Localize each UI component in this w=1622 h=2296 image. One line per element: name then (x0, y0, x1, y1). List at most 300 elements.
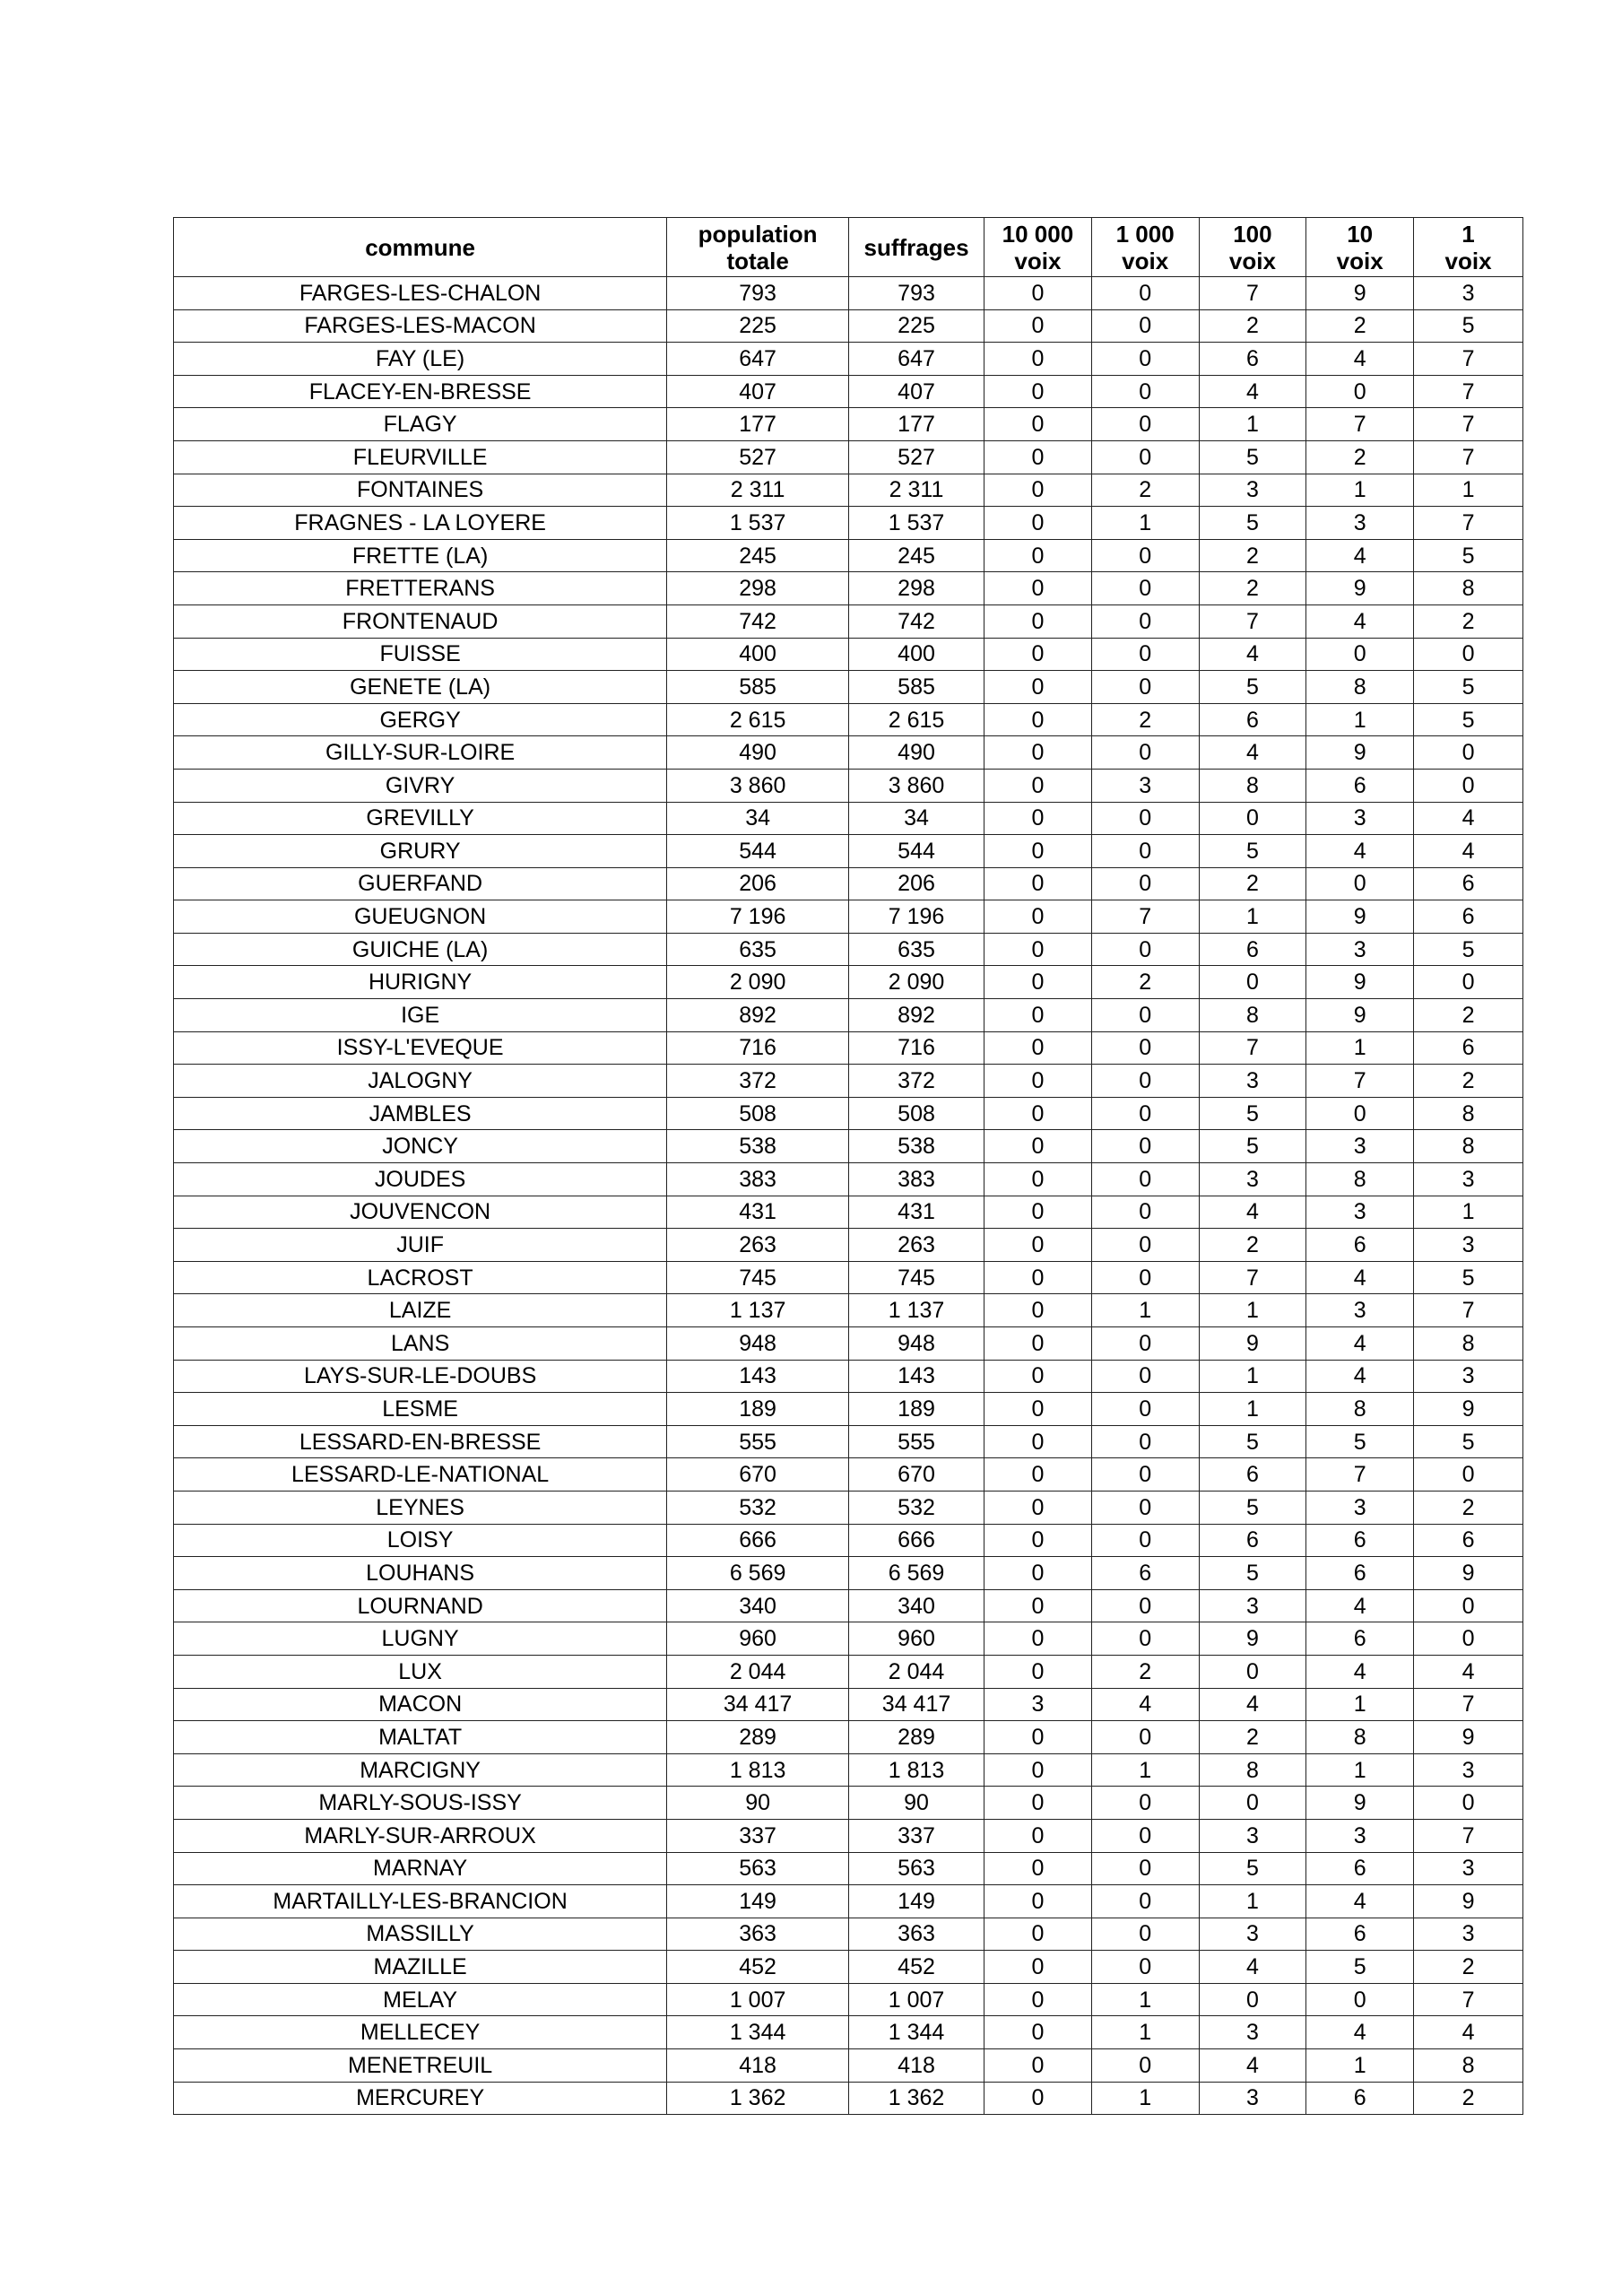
table-row (174, 736, 1523, 770)
voix-10-cell: 2 (1306, 440, 1414, 474)
voix-1000-cell: 0 (1091, 1360, 1199, 1393)
voix-10-cell: 6 (1306, 2082, 1414, 2115)
suffrages-cell: 585 (849, 671, 984, 704)
voix-1000-cell: 0 (1091, 1097, 1199, 1130)
voix-10000-cell: 0 (984, 1294, 1092, 1327)
voix-1-cell: 6 (1414, 1524, 1523, 1557)
population-cell: 225 (667, 309, 849, 343)
suffrages-cell: 400 (849, 638, 984, 671)
voix-10-cell: 9 (1306, 966, 1414, 999)
table-row (174, 671, 1523, 704)
commune-cell: JAMBLES (174, 1097, 667, 1130)
voix-1000-cell: 0 (1091, 835, 1199, 868)
voix-100-cell: 0 (1199, 1787, 1306, 1820)
voix-1000-cell: 0 (1091, 539, 1199, 572)
voix-1-cell: 7 (1414, 1688, 1523, 1721)
voix-10-cell: 4 (1306, 539, 1414, 572)
population-cell: 1 813 (667, 1753, 849, 1787)
voix-100-cell: 9 (1199, 1327, 1306, 1361)
header-commune (174, 218, 667, 277)
voix-1-cell: 3 (1414, 1918, 1523, 1951)
commune-cell: LAYS-SUR-LE-DOUBS (174, 1360, 667, 1393)
suffrages-cell: 892 (849, 999, 984, 1032)
commune-cell: MASSILLY (174, 1918, 667, 1951)
population-cell: 34 417 (667, 1688, 849, 1721)
voix-10-cell: 8 (1306, 1163, 1414, 1196)
table-row (174, 572, 1523, 605)
suffrages-cell: 431 (849, 1196, 984, 1229)
population-cell: 948 (667, 1327, 849, 1361)
commune-cell: MERCUREY (174, 2082, 667, 2115)
population-cell: 7 196 (667, 900, 849, 934)
voix-1-cell: 5 (1414, 703, 1523, 736)
voix-10-cell: 4 (1306, 604, 1414, 638)
voix-100-cell: 5 (1199, 835, 1306, 868)
voix-10-cell: 2 (1306, 309, 1414, 343)
header-1-line1: 1 (1462, 220, 1475, 248)
voix-1-cell: 3 (1414, 1753, 1523, 1787)
population-cell: 555 (667, 1425, 849, 1458)
suffrages-cell: 418 (849, 2049, 984, 2083)
commune-cell: LESSARD-EN-BRESSE (174, 1425, 667, 1458)
voix-100-cell: 8 (1199, 1753, 1306, 1787)
voix-1-cell: 0 (1414, 1589, 1523, 1622)
commune-cell: JOUVENCON (174, 1196, 667, 1229)
commune-cell: LANS (174, 1327, 667, 1361)
voix-1000-cell: 0 (1091, 1425, 1199, 1458)
table-row (174, 474, 1523, 507)
voix-100-cell: 9 (1199, 1622, 1306, 1656)
voix-100-cell: 8 (1199, 769, 1306, 802)
population-cell: 666 (667, 1524, 849, 1557)
header-1000-voix (1091, 218, 1199, 277)
voix-1000-cell: 0 (1091, 736, 1199, 770)
population-cell: 490 (667, 736, 849, 770)
suffrages-cell: 407 (849, 375, 984, 408)
voix-100-cell: 4 (1199, 375, 1306, 408)
voix-1000-cell: 0 (1091, 1327, 1199, 1361)
commune-cell: MARCIGNY (174, 1753, 667, 1787)
table-row (174, 1852, 1523, 1885)
voix-10000-cell: 0 (984, 1951, 1092, 1984)
suffrages-cell: 2 044 (849, 1655, 984, 1688)
voix-1000-cell: 0 (1091, 343, 1199, 376)
voix-10-cell: 4 (1306, 1885, 1414, 1918)
voix-10000-cell: 0 (984, 539, 1092, 572)
commune-cell: JONCY (174, 1130, 667, 1163)
voix-10000-cell: 0 (984, 1589, 1092, 1622)
voix-100-cell: 4 (1199, 2049, 1306, 2083)
population-cell: 670 (667, 1458, 849, 1492)
voix-100-cell: 3 (1199, 1918, 1306, 1951)
voix-10000-cell: 0 (984, 1130, 1092, 1163)
voix-10-cell: 1 (1306, 1753, 1414, 1787)
population-cell: 34 (667, 802, 849, 835)
commune-cell: MARNAY (174, 1852, 667, 1885)
table-row (174, 1163, 1523, 1196)
voix-10000-cell: 0 (984, 343, 1092, 376)
voix-10000-cell: 0 (984, 2016, 1092, 2049)
table-row (174, 933, 1523, 966)
suffrages-cell: 289 (849, 1721, 984, 1754)
voix-1-cell: 1 (1414, 474, 1523, 507)
voix-100-cell: 2 (1199, 1721, 1306, 1754)
suffrages-cell: 263 (849, 1229, 984, 1262)
suffrages-cell: 1 813 (849, 1753, 984, 1787)
commune-cell: JOUDES (174, 1163, 667, 1196)
voix-1-cell: 5 (1414, 539, 1523, 572)
table-row (174, 604, 1523, 638)
suffrages-cell: 742 (849, 604, 984, 638)
voix-100-cell: 4 (1199, 1951, 1306, 1984)
header-10000-line2: voix (1014, 247, 1062, 274)
voix-1000-cell: 0 (1091, 277, 1199, 310)
voix-10000-cell: 3 (984, 1688, 1092, 1721)
voix-1000-cell: 0 (1091, 1491, 1199, 1524)
voix-100-cell: 0 (1199, 1655, 1306, 1688)
voix-1-cell: 2 (1414, 1951, 1523, 1984)
population-cell: 372 (667, 1065, 849, 1098)
voix-100-cell: 5 (1199, 440, 1306, 474)
voix-10-cell: 1 (1306, 703, 1414, 736)
commune-cell: GRURY (174, 835, 667, 868)
table-row (174, 1557, 1523, 1590)
table-row (174, 1425, 1523, 1458)
suffrages-cell: 245 (849, 539, 984, 572)
voix-10000-cell: 0 (984, 999, 1092, 1032)
voix-1-cell: 4 (1414, 1655, 1523, 1688)
voix-10000-cell: 0 (984, 1721, 1092, 1754)
population-cell: 960 (667, 1622, 849, 1656)
voix-10-cell: 7 (1306, 1065, 1414, 1098)
voix-1000-cell: 0 (1091, 1393, 1199, 1426)
voix-100-cell: 1 (1199, 900, 1306, 934)
population-cell: 431 (667, 1196, 849, 1229)
table-row (174, 638, 1523, 671)
commune-cell: GENETE (LA) (174, 671, 667, 704)
voix-10-cell: 4 (1306, 835, 1414, 868)
voix-1-cell: 9 (1414, 1721, 1523, 1754)
voix-10-cell: 4 (1306, 2016, 1414, 2049)
table-row (174, 1918, 1523, 1951)
voix-1000-cell: 0 (1091, 867, 1199, 900)
voix-10000-cell: 0 (984, 933, 1092, 966)
voix-10-cell: 3 (1306, 1491, 1414, 1524)
voix-10000-cell: 0 (984, 309, 1092, 343)
population-cell: 793 (667, 277, 849, 310)
population-cell: 3 860 (667, 769, 849, 802)
voix-1000-cell: 1 (1091, 1294, 1199, 1327)
voix-10-cell: 4 (1306, 1589, 1414, 1622)
suffrages-cell: 149 (849, 1885, 984, 1918)
suffrages-cell: 452 (849, 1951, 984, 1984)
voix-10000-cell: 0 (984, 1622, 1092, 1656)
table-row (174, 999, 1523, 1032)
voix-10-cell: 9 (1306, 1787, 1414, 1820)
header-population-line2: totale (726, 247, 789, 274)
voix-10-cell: 9 (1306, 572, 1414, 605)
suffrages-cell: 1 362 (849, 2082, 984, 2115)
suffrages-cell: 7 196 (849, 900, 984, 934)
commune-cell: LOURNAND (174, 1589, 667, 1622)
table-row (174, 1524, 1523, 1557)
population-cell: 245 (667, 539, 849, 572)
voix-100-cell: 3 (1199, 474, 1306, 507)
voix-100-cell: 5 (1199, 507, 1306, 540)
voix-1-cell: 2 (1414, 1491, 1523, 1524)
voix-1000-cell: 0 (1091, 1261, 1199, 1294)
suffrages-cell: 647 (849, 343, 984, 376)
table-row (174, 539, 1523, 572)
voix-100-cell: 5 (1199, 1097, 1306, 1130)
table-body (174, 277, 1523, 2115)
suffrages-cell: 298 (849, 572, 984, 605)
population-cell: 337 (667, 1819, 849, 1852)
commune-cell: LOISY (174, 1524, 667, 1557)
header-10000-voix (984, 218, 1092, 277)
voix-10-cell: 4 (1306, 1261, 1414, 1294)
voix-10000-cell: 0 (984, 2049, 1092, 2083)
voix-100-cell: 5 (1199, 671, 1306, 704)
table-row (174, 1458, 1523, 1492)
voix-10000-cell: 0 (984, 440, 1092, 474)
voix-100-cell: 3 (1199, 1819, 1306, 1852)
voix-10-cell: 0 (1306, 1983, 1414, 2016)
header-100-line1: 100 (1233, 220, 1272, 248)
voix-100-cell: 1 (1199, 1393, 1306, 1426)
voix-10000-cell: 0 (984, 507, 1092, 540)
population-cell: 263 (667, 1229, 849, 1262)
voix-100-cell: 5 (1199, 1491, 1306, 1524)
population-cell: 177 (667, 408, 849, 441)
commune-cell: FARGES-LES-CHALON (174, 277, 667, 310)
voix-10000-cell: 0 (984, 769, 1092, 802)
table-row (174, 900, 1523, 934)
voix-10000-cell: 0 (984, 1885, 1092, 1918)
voix-1-cell: 9 (1414, 1885, 1523, 1918)
voix-1000-cell: 7 (1091, 900, 1199, 934)
voix-1-cell: 3 (1414, 1852, 1523, 1885)
suffrages-cell: 34 417 (849, 1688, 984, 1721)
voix-10-cell: 4 (1306, 343, 1414, 376)
population-cell: 149 (667, 1885, 849, 1918)
commune-cell: FLACEY-EN-BRESSE (174, 375, 667, 408)
suffrages-cell: 745 (849, 1261, 984, 1294)
voix-10000-cell: 0 (984, 1918, 1092, 1951)
voix-10-cell: 3 (1306, 802, 1414, 835)
voix-10-cell: 7 (1306, 1458, 1414, 1492)
voix-1-cell: 0 (1414, 736, 1523, 770)
voix-1-cell: 8 (1414, 1097, 1523, 1130)
voix-10-cell: 5 (1306, 1951, 1414, 1984)
table-row (174, 835, 1523, 868)
table-header (174, 218, 1523, 277)
voix-1-cell: 1 (1414, 1196, 1523, 1229)
voix-1000-cell: 1 (1091, 2082, 1199, 2115)
voix-10000-cell: 0 (984, 1557, 1092, 1590)
voix-100-cell: 0 (1199, 1983, 1306, 2016)
commune-cell: GUEUGNON (174, 900, 667, 934)
voix-1-cell: 7 (1414, 1294, 1523, 1327)
voix-1-cell: 0 (1414, 966, 1523, 999)
voix-100-cell: 2 (1199, 309, 1306, 343)
voix-100-cell: 5 (1199, 1425, 1306, 1458)
voix-10-cell: 1 (1306, 1688, 1414, 1721)
voix-1-cell: 7 (1414, 440, 1523, 474)
voix-100-cell: 6 (1199, 343, 1306, 376)
commune-results-table (173, 217, 1523, 2115)
population-cell: 90 (667, 1787, 849, 1820)
suffrages-cell: 90 (849, 1787, 984, 1820)
suffrages-cell: 383 (849, 1163, 984, 1196)
voix-1000-cell: 0 (1091, 1918, 1199, 1951)
voix-1000-cell: 6 (1091, 1557, 1199, 1590)
voix-10000-cell: 0 (984, 1655, 1092, 1688)
commune-cell: ISSY-L'EVEQUE (174, 1031, 667, 1065)
population-cell: 742 (667, 604, 849, 638)
voix-1-cell: 7 (1414, 1983, 1523, 2016)
voix-10-cell: 8 (1306, 1721, 1414, 1754)
commune-cell: GREVILLY (174, 802, 667, 835)
voix-100-cell: 6 (1199, 1524, 1306, 1557)
voix-10-cell: 4 (1306, 1655, 1414, 1688)
table-row (174, 277, 1523, 310)
voix-10000-cell: 0 (984, 1065, 1092, 1098)
table-row (174, 1261, 1523, 1294)
voix-10000-cell: 0 (984, 1491, 1092, 1524)
voix-10000-cell: 0 (984, 1163, 1092, 1196)
voix-1-cell: 5 (1414, 671, 1523, 704)
voix-1-cell: 3 (1414, 277, 1523, 310)
table-row (174, 309, 1523, 343)
population-cell: 1 007 (667, 1983, 849, 2016)
voix-10-cell: 3 (1306, 1196, 1414, 1229)
voix-10-cell: 3 (1306, 1819, 1414, 1852)
voix-1000-cell: 0 (1091, 671, 1199, 704)
voix-10000-cell: 0 (984, 375, 1092, 408)
voix-10-cell: 6 (1306, 1557, 1414, 1590)
voix-10000-cell: 0 (984, 703, 1092, 736)
population-cell: 452 (667, 1951, 849, 1984)
table-row (174, 1097, 1523, 1130)
commune-cell: FARGES-LES-MACON (174, 309, 667, 343)
population-cell: 6 569 (667, 1557, 849, 1590)
table-row (174, 769, 1523, 802)
voix-1000-cell: 0 (1091, 1130, 1199, 1163)
table-row (174, 802, 1523, 835)
commune-cell: FUISSE (174, 638, 667, 671)
voix-10000-cell: 0 (984, 2082, 1092, 2115)
header-100-voix (1199, 218, 1306, 277)
voix-1-cell: 2 (1414, 999, 1523, 1032)
voix-1000-cell: 0 (1091, 408, 1199, 441)
voix-100-cell: 4 (1199, 736, 1306, 770)
population-cell: 363 (667, 1918, 849, 1951)
voix-10000-cell: 0 (984, 736, 1092, 770)
voix-1-cell: 3 (1414, 1360, 1523, 1393)
voix-10-cell: 7 (1306, 408, 1414, 441)
voix-1000-cell: 1 (1091, 2016, 1199, 2049)
voix-100-cell: 5 (1199, 1852, 1306, 1885)
voix-10000-cell: 0 (984, 1983, 1092, 2016)
population-cell: 2 090 (667, 966, 849, 999)
voix-10-cell: 6 (1306, 1229, 1414, 1262)
population-cell: 527 (667, 440, 849, 474)
voix-10000-cell: 0 (984, 867, 1092, 900)
commune-cell: FRONTENAUD (174, 604, 667, 638)
voix-10000-cell: 0 (984, 671, 1092, 704)
voix-1-cell: 7 (1414, 408, 1523, 441)
voix-1000-cell: 0 (1091, 999, 1199, 1032)
suffrages-cell: 206 (849, 867, 984, 900)
commune-cell: MACON (174, 1688, 667, 1721)
suffrages-cell: 490 (849, 736, 984, 770)
voix-1000-cell: 1 (1091, 1983, 1199, 2016)
voix-100-cell: 2 (1199, 539, 1306, 572)
voix-100-cell: 0 (1199, 966, 1306, 999)
commune-cell: FRETTE (LA) (174, 539, 667, 572)
table-row (174, 1393, 1523, 1426)
table-row (174, 1491, 1523, 1524)
population-cell: 1 137 (667, 1294, 849, 1327)
population-cell: 2 311 (667, 474, 849, 507)
suffrages-cell: 3 860 (849, 769, 984, 802)
voix-10-cell: 0 (1306, 638, 1414, 671)
suffrages-cell: 340 (849, 1589, 984, 1622)
table-row (174, 2049, 1523, 2083)
voix-1000-cell: 0 (1091, 1852, 1199, 1885)
suffrages-cell: 508 (849, 1097, 984, 1130)
population-cell: 2 615 (667, 703, 849, 736)
population-cell: 544 (667, 835, 849, 868)
table-row (174, 1360, 1523, 1393)
suffrages-cell: 532 (849, 1491, 984, 1524)
voix-1000-cell: 0 (1091, 1065, 1199, 1098)
voix-10-cell: 1 (1306, 2049, 1414, 2083)
header-suffrages (849, 218, 984, 277)
voix-100-cell: 3 (1199, 1589, 1306, 1622)
suffrages-cell: 363 (849, 1918, 984, 1951)
commune-cell: FLAGY (174, 408, 667, 441)
table-row (174, 703, 1523, 736)
voix-10-cell: 9 (1306, 999, 1414, 1032)
voix-100-cell: 2 (1199, 867, 1306, 900)
voix-1000-cell: 0 (1091, 1196, 1199, 1229)
voix-1000-cell: 0 (1091, 1524, 1199, 1557)
voix-100-cell: 5 (1199, 1130, 1306, 1163)
voix-10000-cell: 0 (984, 1753, 1092, 1787)
voix-100-cell: 0 (1199, 802, 1306, 835)
voix-100-cell: 7 (1199, 604, 1306, 638)
voix-100-cell: 1 (1199, 1360, 1306, 1393)
voix-1000-cell: 0 (1091, 1951, 1199, 1984)
commune-cell: FLEURVILLE (174, 440, 667, 474)
voix-10-cell: 6 (1306, 1918, 1414, 1951)
suffrages-cell: 1 344 (849, 2016, 984, 2049)
suffrages-cell: 960 (849, 1622, 984, 1656)
voix-10-cell: 8 (1306, 671, 1414, 704)
voix-1-cell: 7 (1414, 343, 1523, 376)
population-cell: 340 (667, 1589, 849, 1622)
voix-10-cell: 8 (1306, 1393, 1414, 1426)
voix-100-cell: 3 (1199, 2016, 1306, 2049)
table-row (174, 2082, 1523, 2115)
suffrages-cell: 2 090 (849, 966, 984, 999)
voix-1-cell: 6 (1414, 900, 1523, 934)
voix-10-cell: 3 (1306, 1130, 1414, 1163)
commune-cell: MALTAT (174, 1721, 667, 1754)
table-row (174, 1589, 1523, 1622)
